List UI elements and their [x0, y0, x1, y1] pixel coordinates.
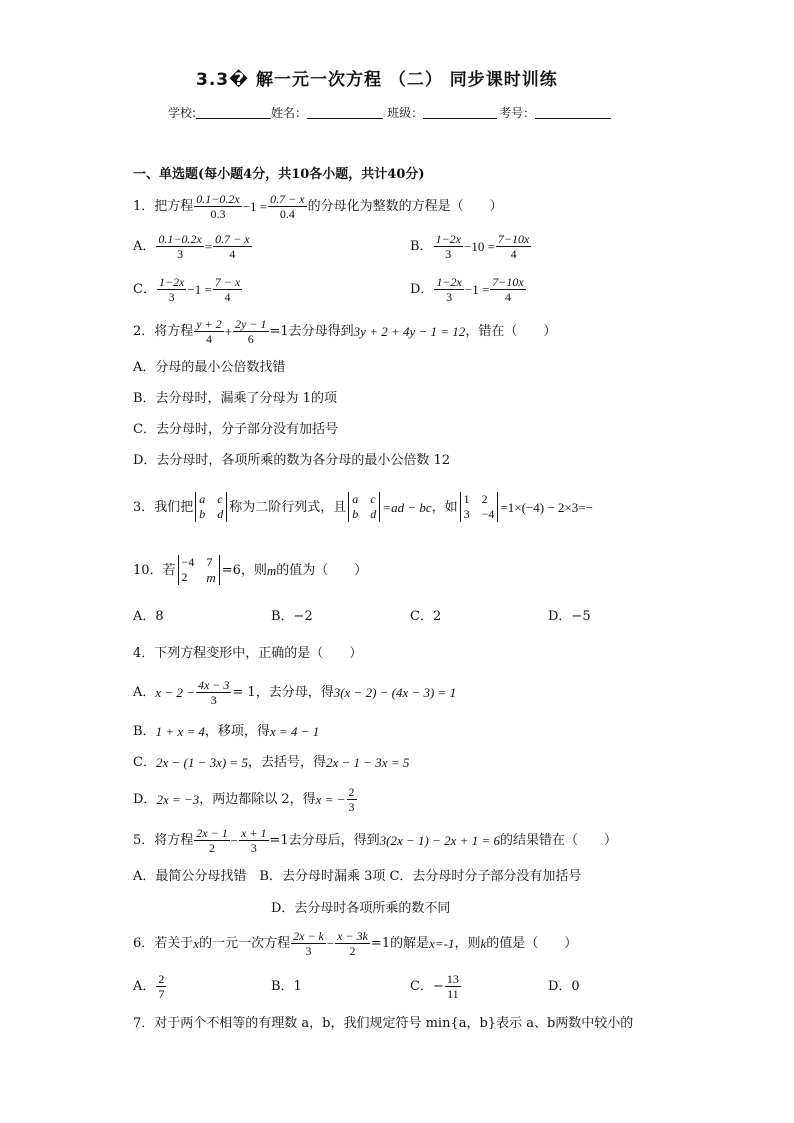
school-label: 学校:	[168, 106, 197, 120]
q2-stem: 2．将方程 $\frac{y + 2}{4}$ + $\frac{2y - 1}{6}$ =1去分母得到 3y + 2 + 4y − 1 = 12 ，错在（ ）	[133, 316, 557, 346]
name-field[interactable]	[307, 104, 383, 119]
q3-option-a[interactable]: A．8	[133, 609, 164, 624]
q4-option-c[interactable]: C． 2x − (1 − 3x) = 5 ，去括号，得 2x − 1 − 3x = 5	[133, 754, 410, 770]
q3-option-c[interactable]: C．2	[410, 609, 442, 624]
q6-option-a[interactable]: A． $\frac{2}{7}$	[133, 971, 165, 1001]
name-label: 姓名：	[271, 106, 308, 120]
id-label: 考号：	[499, 106, 536, 120]
q1-option-c[interactable]: C． $\frac{1-2x}{3}$ −1 = $\frac{7 - x}{4}$	[133, 274, 241, 304]
q5-options-abc[interactable]: A．最简公分母找错 B．去分母时漏乘 3项 C．去分母时分子部分没有加括号	[133, 869, 582, 884]
q4-option-d[interactable]: D． 2x = −3 ，两边都除以 2，得 x = − $\frac{2}{3}$	[133, 784, 355, 814]
page-title: 3.3� 解一元一次方程 （二） 同步课时训练	[196, 70, 558, 90]
q1-option-d[interactable]: D． $\frac{1-2x}{3}$ −1 = $\frac{7-10x}{4}$	[410, 274, 524, 304]
student-info-line	[168, 104, 611, 119]
determinant: 1 2 3 −4	[460, 492, 499, 522]
q1-option-b[interactable]: B． $\frac{1-2x}{3}$ −10 = $\frac{7-10x}{4}$	[410, 231, 530, 261]
q2-option-c[interactable]: C．去分母时，分子部分没有加括号	[133, 422, 338, 437]
section-heading: 一、单选题(每小题4分，共10各小题，共计40分)	[133, 167, 425, 182]
q3-option-b[interactable]: B．−2	[271, 609, 313, 624]
q6-option-c[interactable]: C．− $\frac{13}{11}$	[410, 971, 459, 1001]
determinant: a c b d	[195, 492, 227, 522]
class-label: 班级：	[387, 106, 424, 120]
q4-stem: 4．下列方程变形中，正确的是（ ）	[133, 646, 363, 661]
q1-suffix: 的分母化为整数的方程是（ ）	[307, 198, 503, 214]
q6-stem: 6．若关于 x 的一元一次方程 $\frac{2x - k}{3}$ − $\frac{x - 3k}{2}$ =1的解是 x=-1 ，则 k 的值是（ ）	[133, 928, 578, 958]
school-field[interactable]	[196, 104, 271, 119]
q5-stem: 5．将方程 $\frac{2x - 1}{2}$ − $\frac{x + 1}{3}$ =1去分母后，得到 3(2x − 1) − 2x + 1 = 6 的结果错在（ ）	[133, 825, 617, 855]
q2-option-b[interactable]: B．去分母时，漏乘了分母为 1的项	[133, 391, 337, 406]
q7-stem: 7．对于两个不相等的有理数 a，b，我们规定符号 min{a，b}表示 a、b两数中较小的	[133, 1016, 634, 1031]
q3-option-d[interactable]: D．−5	[548, 609, 591, 624]
determinant: a c b d	[348, 492, 380, 522]
determinant: −4 7 2 m	[178, 555, 220, 585]
id-field[interactable]	[535, 104, 611, 119]
q6-option-b[interactable]: B．1	[271, 979, 302, 994]
q4-option-b[interactable]: B． 1 + x = 4 ，移项，得 x = 4 − 1	[133, 723, 320, 739]
q2-option-a[interactable]: A．分母的最小公倍数找错	[133, 360, 286, 375]
q5-option-d[interactable]: D．去分母时各项所乘的数不同	[271, 901, 451, 916]
q3-stem-line1: 3．我们把 a c b d 称为二阶行列式，且 a c b d =ad − bc ，如 1 2 3 −4 =1×(−4) − 2×3=−	[133, 492, 593, 521]
q1-stem	[133, 188, 503, 224]
q3-stem-line2: 10．若 −4 7 2 m =6，则 m 的值为（ ）	[133, 555, 368, 585]
class-field[interactable]	[423, 104, 497, 119]
q6-option-d[interactable]: D．0	[548, 979, 580, 994]
fraction: $\frac{0.7 - x}{0.4}$	[270, 191, 305, 221]
fraction: $\frac{0.1-0.2x}{0.3}$	[196, 191, 240, 221]
q2-option-d[interactable]: D．去分母时，各项所乘的数为各分母的最小公倍数 12	[133, 453, 451, 468]
math-text: −1 =	[242, 198, 268, 214]
q4-option-a[interactable]: A． x − 2 − $\frac{4x - 3}{3}$ = 1，去分母，得 3(x − 2) − (4x − 3) = 1	[133, 677, 457, 707]
q1-prefix: 1．把方程	[133, 198, 194, 214]
q1-option-a[interactable]: A． $\frac{0.1-0.2x}{3}$ = $\frac{0.7 - x}{4}$	[133, 231, 250, 261]
